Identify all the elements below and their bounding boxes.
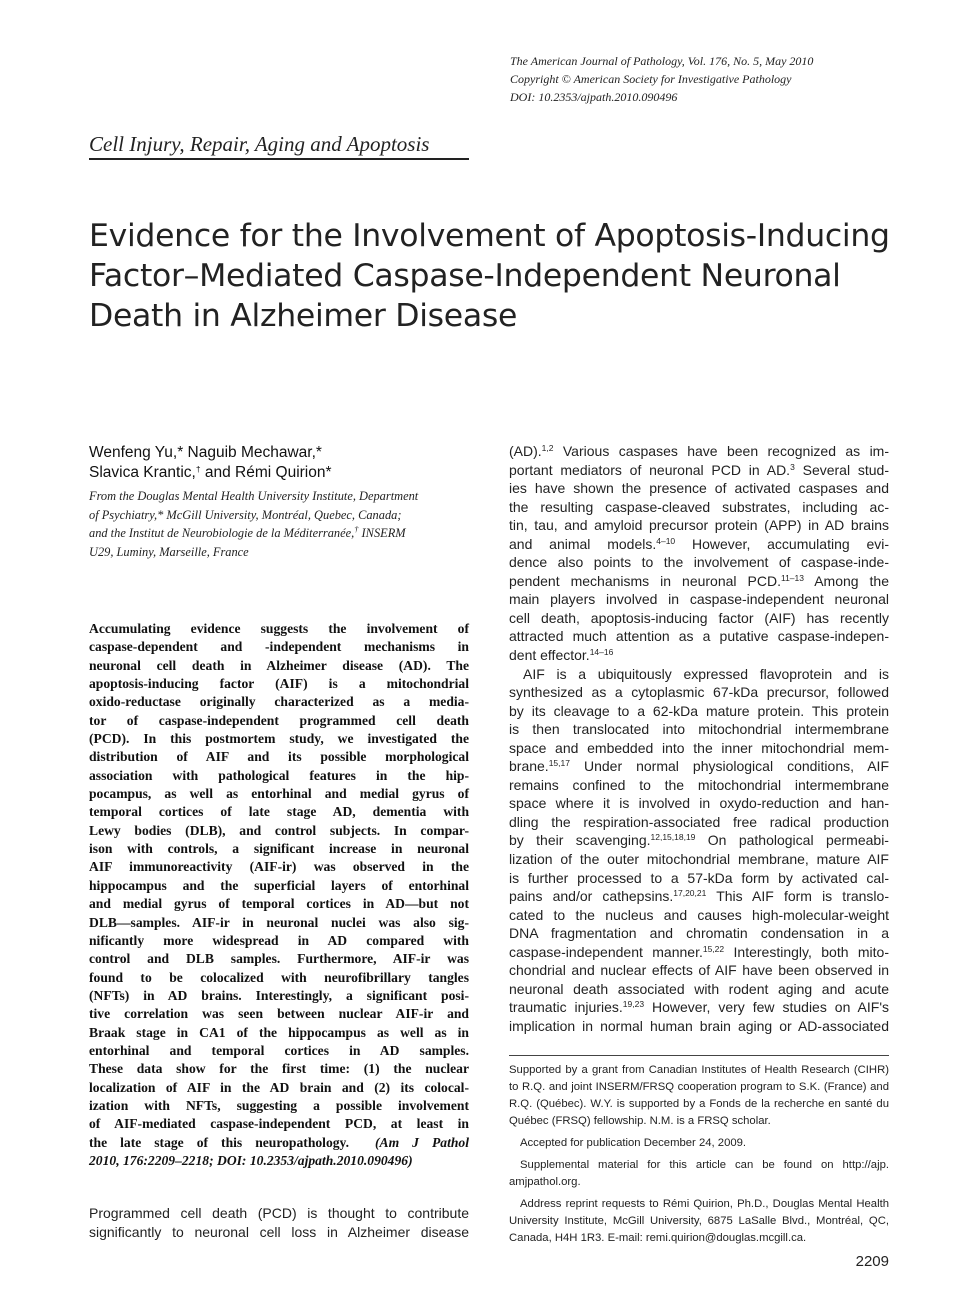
body-line: [509, 831, 889, 850]
abstract-line: distribution of AIF and its possible morphological: [89, 749, 469, 765]
journal-copyright: Copyright © American Society for Investigative Pathology: [510, 72, 792, 86]
reference-citation: 3: [790, 461, 795, 472]
body-text: by their scavenging.: [509, 832, 651, 849]
body-line: main players involved in caspase-independent neuronal: [509, 591, 889, 608]
abstract-line: (PCD). In this postmortem study, we investigated the: [89, 731, 469, 747]
abstract-citation: 2010, 176:2209–2218; DOI: 10.2353/ajpath.2010.090496): [89, 1152, 413, 1168]
body-line: [509, 887, 889, 906]
abstract-line: apoptosis-inducing factor (AIF) is a mitochondrial: [89, 676, 469, 692]
section-label: Cell Injury, Repair, Aging and Apoptosis: [89, 131, 469, 160]
supplemental-note-line: amjpathol.org.: [509, 1176, 581, 1188]
abstract-line: and medial gyrus of temporal cortices in AD—but not: [89, 896, 469, 912]
body-line: space and embedded into the inner mitochondrial mem-: [509, 739, 889, 756]
author-text: Slavica Krantic,: [89, 464, 196, 481]
body-line: significantly to neuronal cell loss in Alzheimer disease: [89, 1224, 469, 1240]
funding-note-line: Supported by a grant from Canadian Institutes of Health Research (CIHR): [509, 1064, 889, 1076]
body-line: Programmed cell death (PCD) is thought to contribute: [89, 1205, 469, 1221]
abstract-line: oxido-reductase originally characterized as a media-: [89, 694, 469, 710]
footnotes: [509, 1062, 889, 1247]
reference-citation: 15,22: [702, 943, 725, 954]
abstract-line: These data show for the first time: (1) the nuclear: [89, 1061, 469, 1077]
abstract-line: localization of AIF in the AD brain and (2) its colocal-: [89, 1079, 469, 1095]
abstract-line: temporal cortices of late stage AD, dementia with: [89, 804, 469, 820]
body-line: DNA fragmentation and chromatin condensation in a: [509, 925, 889, 942]
body-text: portant mediators of neuronal PCD in AD.: [509, 461, 791, 478]
body-text: Several stud-: [794, 461, 889, 478]
body-line: ies have shown the presence of activated caspases and: [509, 480, 889, 497]
body-line: is then translocated into mitochondrial intermembrane: [509, 721, 889, 738]
reference-citation: 1,2: [541, 443, 554, 453]
body-line: is further processed to a 57-kDa form by activated cal-: [509, 869, 889, 886]
reference-citation: 4–10: [656, 535, 676, 546]
abstract-line: DLB—samples. AIF-ir in neuronal nuclei was also sig-: [89, 914, 469, 930]
dagger-mark: †: [354, 524, 359, 534]
body-line: dling the respiration-associated free radical production: [509, 813, 889, 830]
body-line: [509, 461, 889, 480]
reference-citation: 17,20,21: [673, 888, 707, 899]
body-line: synthesized as a cytoplasmic 67-kDa precursor, followed: [509, 684, 889, 701]
affiliation-line: U29, Luminy, Marseille, France: [89, 544, 249, 559]
address-note-line: Canada, H4H 1R3. E-mail: remi.quirion@douglas.mcgill.ca.: [509, 1232, 807, 1244]
body-line: tin, tau, and amyloid precursor protein (APP) in AD brains: [509, 517, 889, 534]
abstract-line: ison with controls, a significant increase in neuronal: [89, 841, 469, 857]
funding-note-line: to R.Q. and joint INSERM/FRSQ cooperation program to S.K. (France) and: [509, 1081, 889, 1093]
author-text: and Rémi Quirion*: [200, 464, 332, 481]
address-note-line: Address reprint requests to Rémi Quirion, Ph.D., Douglas Mental Health: [520, 1198, 889, 1210]
title-line: Death in Alzheimer Disease: [89, 298, 518, 334]
reference-citation: 14–16: [589, 647, 614, 658]
body-text: (AD).: [509, 443, 542, 459]
abstract-line: Lewy bodies (DLB), and control subjects. In compar-: [89, 822, 469, 838]
body-text: dent effector.: [509, 647, 590, 664]
abstract-line: pocampus, as well as entorhinal and medial gyrus of: [89, 786, 469, 802]
body-text: traumatic injuries.: [509, 999, 623, 1016]
reference-citation: 11–13: [780, 572, 804, 583]
accepted-note: Accepted for publication December 24, 2009.: [520, 1137, 747, 1149]
reference-citation: 15,17: [548, 758, 570, 769]
abstract-line: Braak stage in CA1 of the hippocampus as well as in: [89, 1024, 469, 1040]
affiliation-line: of Psychiatry,* McGill University, Montréal, Quebec, Canada;: [89, 507, 402, 522]
address-note-line: University Institute, McGill University, 6875 LaSalle Blvd., Montréal, QC,: [509, 1215, 889, 1227]
body-text: brane.: [509, 758, 549, 775]
body-text: However, accumulating evi-: [675, 535, 890, 552]
footnote-divider: [509, 1055, 889, 1056]
dagger-mark: †: [195, 464, 201, 474]
body-text: On pathological permeabi-: [695, 832, 889, 849]
abstract-line: (NFTs) in AD brains. Interestingly, a significant posi-: [89, 987, 469, 1003]
body-line: cell death, apoptosis-inducing factor (AIF) has recently: [509, 609, 889, 626]
abstract-line: tive correlation was seen between nuclear AIF-ir and: [89, 1006, 469, 1022]
body-line: chondrial and nuclear effects of AIF have been observed in: [509, 962, 889, 979]
body-line: [509, 943, 889, 962]
body-line: [509, 442, 889, 461]
article-title: [89, 216, 909, 336]
abstract-line: of AIF-mediated caspase-independent PCD, at least in: [89, 1116, 469, 1132]
abstract-line: AIF immunoreactivity (AIF-ir) was observed in the: [89, 859, 469, 875]
abstract-line: found to be colocalized with neurofibrillary tangles: [89, 969, 469, 985]
abstract-line: control and DLB samples. Furthermore, AIF-ir was: [89, 951, 469, 967]
affiliation-line: [89, 524, 471, 543]
affiliation-text: and the Institut de Neurobiologie de la Méditerranée,: [89, 526, 355, 540]
abstract: [89, 620, 469, 1170]
body-line: remains confined to the mitochondrial intermembrane: [509, 776, 889, 793]
body-line: attracted much attention as a putative caspase-indepen-: [509, 628, 889, 645]
body-line: implication in normal human brain aging or AD-associated: [509, 1017, 889, 1034]
supplemental-note-line: Supplemental material for this article can be found on http://ajp.: [520, 1159, 889, 1171]
affiliation: [89, 487, 471, 561]
body-line: [509, 572, 889, 591]
body-line: neuronal death associated with rodent aging and acute: [509, 980, 889, 997]
author-list: [89, 443, 479, 483]
abstract-line: neuronal cell death in Alzheimer disease (AD). The: [89, 657, 469, 673]
abstract-line: entorhinal and temporal cortices in AD samples.: [89, 1042, 469, 1058]
abstract-line: caspase-dependent and -independent mechanisms in: [89, 639, 469, 655]
body-text: Under normal physiological conditions, AIF: [569, 758, 889, 775]
affiliation-line: From the Douglas Mental Health University Institute, Department: [89, 489, 419, 503]
affiliation-text: INSERM: [358, 526, 406, 540]
body-line: dence also points to the involvement of caspase-inde-: [509, 554, 889, 571]
abstract-citation: (Am J Pathol: [375, 1134, 469, 1150]
abstract-line: association with pathological features in the hip-: [89, 767, 469, 783]
journal-citation: The American Journal of Pathology, Vol. 176, No. 5, May 2010: [510, 54, 814, 68]
funding-note-line: Québec (FRSQ) fellowship. N.M. is a FRSQ scholar.: [509, 1115, 771, 1127]
body-text: However, very few studies on AIF's: [644, 999, 890, 1016]
body-text: pendent mechanisms in neuronal PCD.: [509, 572, 781, 589]
body-line: lization of the outer mitochondrial membrane, mature AIF: [509, 851, 889, 868]
funding-note-line: R.Q. (Québec). W.Y. is supported by a Fonds de la recherche en santé du: [509, 1098, 889, 1110]
body-line: by its cleavage to a 62-kDa mature protein. This protein: [509, 702, 889, 719]
introduction-start: [89, 1204, 469, 1242]
body-line: AIF is a ubiquitously expressed flavoprotein and is: [523, 665, 889, 682]
reference-citation: 19,23: [622, 999, 645, 1010]
body-text: pains and/or cathepsins.: [509, 888, 674, 905]
body-line: the resulting caspase-cleaved substrates, including ac-: [509, 498, 889, 515]
abstract-line: nificantly more widespread in AD compared with: [89, 932, 469, 948]
body-line: [509, 646, 889, 665]
journal-header: [510, 52, 930, 106]
body-line: [509, 757, 889, 776]
abstract-text: the late stage of this neuropathology.: [89, 1134, 349, 1150]
body-text: This AIF form is translo-: [706, 888, 889, 905]
title-line: Factor–Mediated Caspase-Independent Neuronal: [89, 258, 841, 294]
author-line: Wenfeng Yu,* Naguib Mechawar,*: [89, 444, 322, 461]
abstract-line: Accumulating evidence suggests the involvement of: [89, 621, 469, 636]
page-number: 2209: [855, 1253, 889, 1270]
body-text: caspase-independent manner.: [509, 943, 703, 960]
body-text: Interestingly, both mito-: [724, 943, 889, 960]
body-line: [509, 998, 889, 1017]
body-text: Various caspases have been recognized as im-: [553, 443, 889, 459]
body-line: [509, 535, 889, 554]
body-text-right-column: [509, 442, 889, 1036]
abstract-line: tor of caspase-independent programmed cell death: [89, 712, 469, 728]
abstract-line: ization with NFTs, suggesting a possible involvement: [89, 1097, 469, 1113]
reference-citation: 12,15,18,19: [650, 832, 696, 843]
body-text: and animal models.: [509, 535, 657, 552]
abstract-line: hippocampus and the superficial layers of entorhinal: [89, 877, 469, 893]
journal-doi: DOI: 10.2353/ajpath.2010.090496: [510, 90, 678, 104]
title-line: Evidence for the Involvement of Apoptosis-Inducing: [89, 218, 890, 254]
author-line: [89, 463, 479, 483]
body-text: Among the: [803, 572, 890, 589]
abstract-line: [89, 1134, 469, 1152]
body-line: cated to the nucleus and causes high-molecular-weight: [509, 906, 889, 923]
body-line: space where it is involved in oxydo-reduction and han-: [509, 795, 889, 812]
